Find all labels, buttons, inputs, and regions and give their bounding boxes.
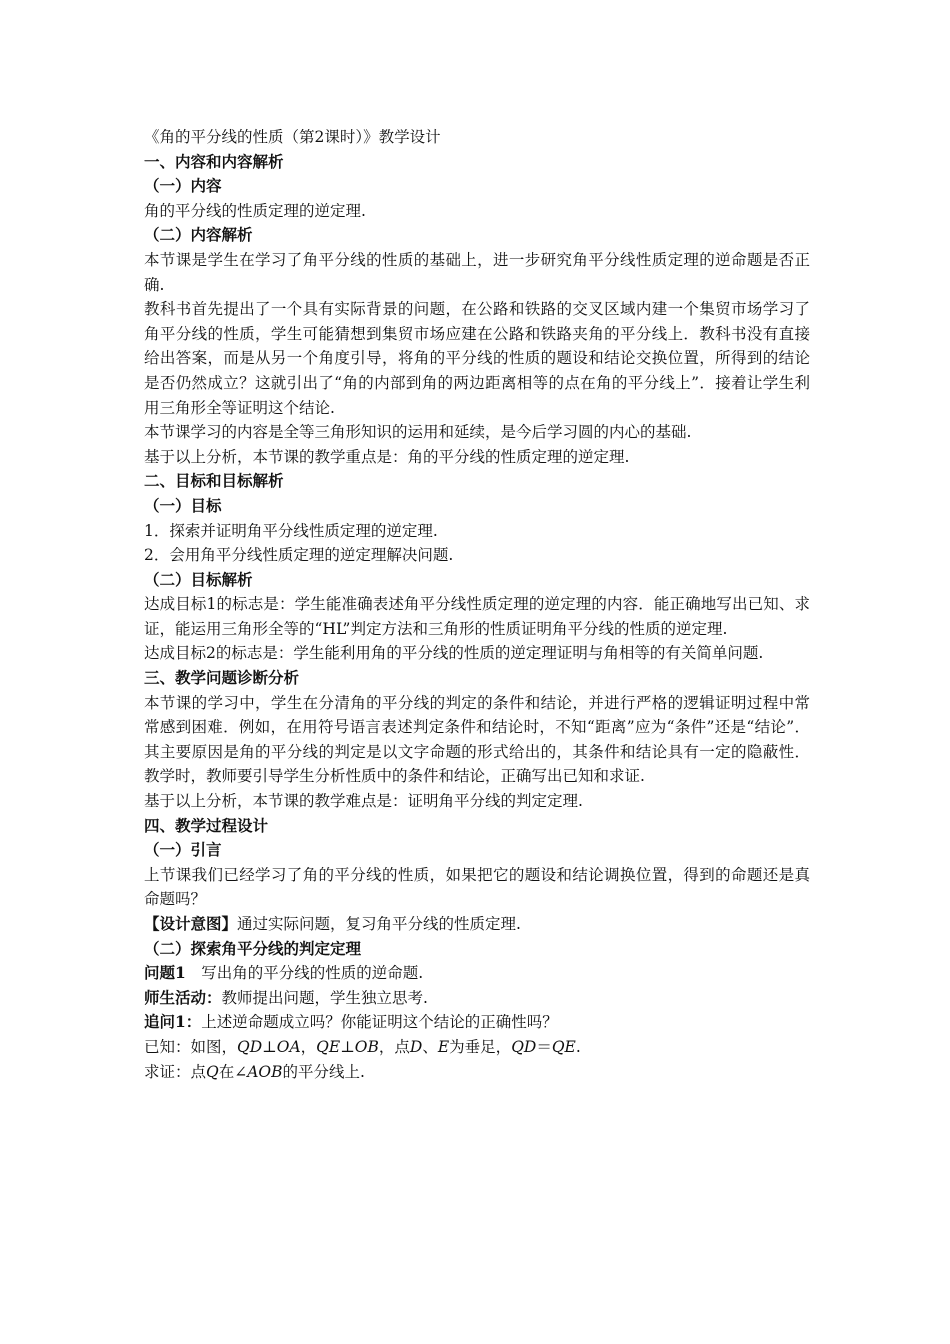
known-term: . bbox=[575, 1037, 581, 1056]
known-prefix: 已知：如图， bbox=[144, 1037, 238, 1056]
known-term: QE bbox=[316, 1037, 341, 1056]
section-2-heading: 二、目标和目标解析 bbox=[144, 471, 284, 491]
question-1-text: 写出角的平分线的性质的逆命题. bbox=[185, 964, 424, 983]
section-1-paragraph-3: 本节课学习的内容是全等三角形知识的运用和延续，是今后学习圆的内心的基础. bbox=[144, 423, 692, 442]
known-term: D bbox=[409, 1037, 423, 1056]
section-4-sub-1: （一）引言 bbox=[144, 840, 222, 860]
known-term: OA bbox=[276, 1037, 301, 1056]
section-2-sub-2: （二）目标解析 bbox=[144, 569, 253, 589]
section-4-heading: 四、教学过程设计 bbox=[144, 815, 269, 835]
known-term: 、 bbox=[422, 1037, 438, 1056]
section-2-paragraph-1: 达成目标1的标志是：学生能准确表述角平分线性质定理的逆定理的内容．能正确地写出已知、求证，能运用三角形全等的“HL”判定方法和三角形的性质证明角平分线的性质的逆定理. bbox=[144, 595, 810, 638]
activity-text: 教师提出问题，学生独立思考. bbox=[221, 988, 428, 1007]
known-term: 为垂足， bbox=[449, 1037, 512, 1056]
section-4-paragraph-1: 上节课我们已经学习了角的平分线的性质，如果把它的题设和结论调换位置，得到的命题还是真命题吗？ bbox=[144, 865, 810, 909]
section-3-paragraph-2: 基于以上分析，本节课的教学难点是：证明角平分线的判定定理. bbox=[144, 792, 583, 811]
section-3-paragraph-1: 本节课的学习中，学生在分清角的平分线的判定的条件和结论，并进行严格的逻辑证明过程中常常感到困难．例如，在用符号语言表述判定条件和结论时，不知“距离”应为“条件”还是“结论”．其主要原因是角的平分线的判定是以文字命题的形式给出的，其条件和结论具有一定的隐蔽性．教学时，教师要引导学生分析性质中的条件和结论，正确写出已知和求证. bbox=[144, 693, 810, 786]
activity-label: 师生活动： bbox=[144, 987, 222, 1007]
goal-1: 1．探索并证明角平分线性质定理的逆定理. bbox=[144, 521, 438, 540]
design-intent-text: 通过实际问题，复习角平分线的性质定理. bbox=[237, 915, 521, 933]
section-2-paragraph-2: 达成目标2的标志是：学生能利用角的平分线的性质的逆定理证明与角相等的有关简单问题. bbox=[144, 644, 764, 663]
teacher-student-activity bbox=[144, 986, 810, 1011]
prove-term: 的平分线上. bbox=[282, 1062, 365, 1081]
known-term: QD bbox=[237, 1037, 263, 1056]
prove-prefix: 求证：点 bbox=[144, 1062, 207, 1081]
follow-up-question-1 bbox=[144, 1010, 810, 1035]
goal-2: 2．会用角平分线性质定理的逆定理解决问题. bbox=[144, 546, 454, 565]
to-prove bbox=[144, 1060, 810, 1085]
known-term: ，点 bbox=[378, 1037, 410, 1056]
known-term: ， bbox=[300, 1037, 317, 1056]
section-1-content: 角的平分线的性质定理的逆定理. bbox=[144, 201, 366, 220]
section-3-heading: 三、教学问题诊断分析 bbox=[144, 668, 300, 688]
prove-term: AOB bbox=[247, 1062, 283, 1081]
section-1-paragraph-1: 本节课是学生在学习了角平分线的性质的基础上，进一步研究角平分线性质定理的逆命题是否正确. bbox=[144, 250, 810, 294]
known-conditions bbox=[144, 1035, 810, 1060]
document-title: 《角的平分线的性质（第2课时）》教学设计 bbox=[144, 128, 441, 146]
prove-term: Q bbox=[206, 1062, 219, 1081]
design-intent bbox=[144, 912, 810, 937]
known-term: ⊥ bbox=[262, 1037, 277, 1056]
known-term: OB bbox=[354, 1037, 379, 1056]
known-term: ＝ bbox=[536, 1037, 552, 1056]
section-1-paragraph-2: 教科书首先提出了一个具有实际背景的问题，在公路和铁路的交叉区域内建一个集贸市场学习了角平分线的性质，学生可能猜想到集贸市场应建在公路和铁路夹角的平分线上．教科书没有直接给出答案，而是从另一个角度引导，将角的平分线的性质的题设和结论交换位置，所得到的结论是否仍然成立？这就引出了“角的内部到角的两边距离相等的点在角的平分线上”．接着让学生利用三角形全等证明这个结论. bbox=[144, 300, 810, 417]
follow-up-text: 上述逆命题成立吗？你能证明这个结论的正确性吗？ bbox=[201, 1013, 558, 1032]
design-intent-label: 【设计意图】 bbox=[144, 914, 238, 933]
document-body bbox=[144, 125, 810, 1084]
known-term: ⊥ bbox=[340, 1037, 355, 1056]
section-1-sub-1: （一）内容 bbox=[144, 176, 222, 196]
known-term: E bbox=[437, 1037, 450, 1056]
follow-up-label: 追问1： bbox=[144, 1012, 202, 1032]
prove-term: 在∠ bbox=[218, 1062, 248, 1081]
section-4-sub-2: （二）探索角平分线的判定定理 bbox=[144, 938, 362, 958]
section-1-paragraph-4: 基于以上分析，本节课的教学重点是：角的平分线的性质定理的逆定理. bbox=[144, 447, 630, 466]
section-2-sub-1: （一）目标 bbox=[144, 495, 222, 515]
known-term: QD bbox=[511, 1037, 537, 1056]
question-1 bbox=[144, 961, 810, 986]
question-1-label: 问题1 bbox=[144, 963, 186, 983]
section-1-sub-2: （二）内容解析 bbox=[144, 225, 253, 245]
known-term: QE bbox=[551, 1037, 576, 1056]
section-1-heading: 一、内容和内容解析 bbox=[144, 151, 284, 171]
